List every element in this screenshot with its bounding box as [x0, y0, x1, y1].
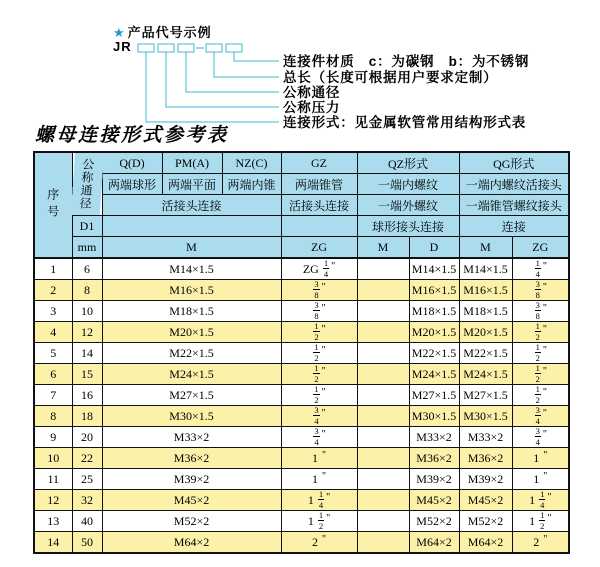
fraction: $\frac{1}{4}$ — [323, 258, 329, 279]
header-empty-gz — [281, 216, 357, 237]
cell-qg-zg: 1 $\frac{1}{4}$ " — [512, 490, 569, 511]
fraction: $\frac{3}{4}$ — [535, 426, 540, 447]
cell-qg-zg — [512, 385, 569, 406]
cell-qz-d: M36×2 — [409, 448, 459, 469]
cell-seq: 9 — [34, 427, 72, 448]
inch-mark: " — [326, 513, 331, 524]
cell-qz-d: M27×1.5 — [409, 385, 459, 406]
cell-m: M27×1.5 — [102, 385, 281, 406]
cell-seq: 10 — [34, 448, 72, 469]
table-header — [34, 152, 569, 258]
header-pm: PM(A) — [162, 152, 222, 174]
header-qz-conn: 一端外螺纹 — [357, 195, 459, 216]
cell-qz-d: M52×2 — [409, 511, 459, 532]
cell-qz-m — [357, 385, 409, 406]
header-m3: M — [459, 237, 512, 259]
cell-dn: 25 — [72, 469, 102, 490]
leader-lines — [146, 52, 279, 122]
cell-dn: 32 — [72, 490, 102, 511]
inch-mark: " — [321, 429, 326, 440]
header-left-conn: 活接头连接 — [102, 195, 281, 216]
cell-dn: 40 — [72, 511, 102, 532]
table-title: 螺母连接形式参考表 — [35, 125, 229, 146]
inch-mark: " — [321, 408, 326, 419]
cell-gz-zg — [281, 385, 357, 406]
cell-gz-zg — [281, 427, 357, 448]
inch-mark: " — [321, 324, 326, 335]
cell-m: M18×1.5 — [102, 301, 281, 322]
example-heading-text: 产品代号示例 — [127, 25, 212, 40]
code-prefix: JR — [113, 39, 132, 54]
cell-qg-m: M64×2 — [459, 532, 512, 554]
cell-qg-m: M33×2 — [459, 427, 512, 448]
cell-dn: 22 — [72, 448, 102, 469]
header-m2: M — [357, 237, 409, 259]
cell-gz-zg: 1 " — [281, 469, 357, 490]
header-qg-desc: 一端内螺纹活接头 — [459, 174, 569, 195]
cell-qz-m — [357, 322, 409, 343]
cell-qg-m: M18×1.5 — [459, 301, 512, 322]
cell-qz-m — [357, 301, 409, 322]
cell-gz-zg — [281, 280, 357, 301]
cell-qz-m — [357, 258, 409, 280]
cell-m: M45×2 — [102, 490, 281, 511]
cell-gz-zg: 1 $\frac{1}{4}$ " — [281, 490, 357, 511]
header-qz: QZ形式 — [357, 152, 459, 174]
inch-mark: " — [542, 282, 547, 293]
table-row — [34, 301, 569, 322]
fraction: $\frac{1}{2}$ — [535, 342, 540, 363]
header-q: Q(D) — [102, 152, 162, 174]
inch-mark: " — [542, 366, 547, 377]
cell-m: M39×2 — [102, 469, 281, 490]
fraction: $\frac{1}{2}$ — [314, 321, 319, 342]
cell-qg-zg — [512, 364, 569, 385]
star-icon: ★ — [113, 25, 126, 40]
inch-mark: " — [321, 471, 327, 482]
header-gz: GZ — [281, 152, 357, 174]
fraction: $\frac{1}{2}$ — [535, 321, 540, 342]
cell-gz-zg — [281, 364, 357, 385]
cell-dn: 6 — [72, 258, 102, 280]
cell-qz-d: M22×1.5 — [409, 343, 459, 364]
nut-connection-table — [33, 151, 570, 554]
cell-qg-zg — [512, 322, 569, 343]
header-dn: 公称通径 — [70, 152, 104, 216]
cell-seq: 8 — [34, 406, 72, 427]
header-qz-desc: 一端内螺纹 — [357, 174, 459, 195]
cell-dn: 16 — [72, 385, 102, 406]
header-pm-desc: 两端平面 — [162, 174, 222, 195]
fraction: $\frac{3}{8}$ — [314, 300, 319, 321]
cell-qg-zg: 2 " — [512, 532, 569, 554]
header-seq: 序号 — [34, 152, 72, 258]
header-zg1: ZG — [281, 237, 357, 259]
cell-dn: 14 — [72, 343, 102, 364]
cell-qg-m: M30×1.5 — [459, 406, 512, 427]
cell-qg-m: M39×2 — [459, 469, 512, 490]
inch-mark: " — [542, 408, 547, 419]
cell-seq: 7 — [34, 385, 72, 406]
inch-mark: " — [321, 450, 327, 461]
fraction: $\frac{3}{4}$ — [314, 426, 319, 447]
fraction: $\frac{1}{4}$ — [318, 489, 324, 510]
cell-qg-m: M36×2 — [459, 448, 512, 469]
header-q-desc: 两端球形 — [102, 174, 162, 195]
fraction: $\frac{3}{8}$ — [535, 279, 540, 300]
cell-seq: 4 — [34, 322, 72, 343]
cell-qg-zg: 1 $\frac{1}{2}$ " — [512, 511, 569, 532]
inch-mark: " — [542, 387, 547, 398]
header-qg-conn: 一端锥管螺纹接头 — [459, 195, 569, 216]
cell-qz-d: M20×1.5 — [409, 322, 459, 343]
fraction: $\frac{1}{2}$ — [314, 342, 319, 363]
cell-qg-zg — [512, 280, 569, 301]
cell-dn: 20 — [72, 427, 102, 448]
fraction: $\frac{3}{4}$ — [314, 405, 319, 426]
table-row — [34, 343, 569, 364]
cell-seq: 5 — [34, 343, 72, 364]
cell-gz-zg — [281, 301, 357, 322]
fraction: $\frac{1}{2}$ — [314, 363, 319, 384]
fraction: $\frac{1}{4}$ — [540, 489, 545, 510]
cell-seq: 11 — [34, 469, 72, 490]
cell-qg-zg: 1 " — [512, 469, 569, 490]
header-d2: D — [409, 237, 459, 259]
cell-m: M36×2 — [102, 448, 281, 469]
table-row — [34, 280, 569, 301]
table-row — [34, 448, 569, 469]
cell-seq: 12 — [34, 490, 72, 511]
fraction: $\frac{3}{8}$ — [535, 300, 540, 321]
cell-seq: 6 — [34, 364, 72, 385]
cell-qz-d: M14×1.5 — [409, 258, 459, 280]
label-nominal-pressure: 公称压力 — [283, 100, 341, 115]
cell-qz-m — [357, 448, 409, 469]
cell-qg-m: M24×1.5 — [459, 364, 512, 385]
header-m1: M — [102, 237, 281, 259]
inch-mark: " — [543, 450, 548, 461]
cell-gz-zg — [281, 343, 357, 364]
inch-mark: " — [331, 261, 336, 272]
fraction: $\frac{1}{2}$ — [540, 510, 545, 531]
cell-m: M16×1.5 — [102, 280, 281, 301]
fraction: $\frac{1}{4}$ — [535, 258, 540, 279]
cell-gz-zg — [281, 406, 357, 427]
inch-mark: " — [543, 534, 548, 545]
cell-dn: 8 — [72, 280, 102, 301]
fraction: $\frac{1}{2}$ — [535, 384, 540, 405]
header-qg-sub: 连接 — [459, 216, 569, 237]
cell-qg-m: M45×2 — [459, 490, 512, 511]
cell-qg-m: M22×1.5 — [459, 343, 512, 364]
cell-m: M24×1.5 — [102, 364, 281, 385]
cell-qg-m: M27×1.5 — [459, 385, 512, 406]
cell-seq: 2 — [34, 280, 72, 301]
cell-qg-m: M16×1.5 — [459, 280, 512, 301]
header-empty-left — [102, 216, 281, 237]
label-nominal-diameter: 公称通径 — [283, 85, 341, 100]
cell-dn: 12 — [72, 322, 102, 343]
table-row — [34, 532, 569, 554]
fraction: $\frac{1}{2}$ — [535, 363, 540, 384]
header-nz: NZ(C) — [222, 152, 281, 174]
header-d1: D1 — [72, 216, 102, 237]
header-mm: mm — [72, 237, 102, 259]
cell-qz-d: M45×2 — [409, 490, 459, 511]
cell-qg-zg: 1 " — [512, 448, 569, 469]
header-zg2: ZG — [512, 237, 569, 259]
cell-gz-zg — [281, 322, 357, 343]
cell-qz-d: M64×2 — [409, 532, 459, 554]
cell-qz-m — [357, 427, 409, 448]
cell-qz-d: M16×1.5 — [409, 280, 459, 301]
table-row — [34, 490, 569, 511]
cell-dn: 10 — [72, 301, 102, 322]
cell-qz-m — [357, 364, 409, 385]
inch-mark: " — [542, 261, 547, 272]
table-body — [34, 258, 569, 553]
cell-gz-zg: 2 " — [281, 532, 357, 554]
cell-gz-zg: ZG $\frac{1}{4}$ " — [281, 258, 357, 280]
header-qz-sub: 球形接头连接 — [357, 216, 459, 237]
cell-qg-zg — [512, 301, 569, 322]
cell-dn: 50 — [72, 532, 102, 554]
cell-m: M52×2 — [102, 511, 281, 532]
cell-m: M20×1.5 — [102, 322, 281, 343]
inch-mark: " — [547, 492, 552, 503]
table-row — [34, 364, 569, 385]
cell-qg-m: M20×1.5 — [459, 322, 512, 343]
cell-qg-zg — [512, 406, 569, 427]
cell-m: M33×2 — [102, 427, 281, 448]
cell-gz-zg: 1 " — [281, 448, 357, 469]
cell-seq: 3 — [34, 301, 72, 322]
inch-mark: " — [547, 513, 552, 524]
inch-mark: " — [321, 387, 326, 398]
inch-mark: " — [542, 345, 547, 356]
cell-qz-d: M18×1.5 — [409, 301, 459, 322]
inch-mark: " — [321, 366, 326, 377]
inch-mark: " — [321, 345, 326, 356]
fraction: $\frac{1}{2}$ — [318, 510, 324, 531]
inch-mark: " — [321, 282, 326, 293]
cell-qg-m: M14×1.5 — [459, 258, 512, 280]
table-row — [34, 322, 569, 343]
inch-mark: " — [326, 492, 331, 503]
fraction: $\frac{1}{2}$ — [314, 384, 319, 405]
table-row — [34, 385, 569, 406]
table-row — [34, 511, 569, 532]
cell-qz-m — [357, 406, 409, 427]
cell-m: M14×1.5 — [102, 258, 281, 280]
cell-seq: 1 — [34, 258, 72, 280]
cell-qz-d: M39×2 — [409, 469, 459, 490]
inch-mark: " — [543, 471, 548, 482]
header-nz-desc: 两端内锥 — [222, 174, 281, 195]
code-boxes — [138, 44, 242, 52]
cell-seq: 13 — [34, 511, 72, 532]
cell-qz-d: M33×2 — [409, 427, 459, 448]
cell-qg-zg — [512, 258, 569, 280]
cell-seq: 14 — [34, 532, 72, 554]
cell-qz-m — [357, 490, 409, 511]
cell-qz-m — [357, 343, 409, 364]
cell-qg-zg — [512, 343, 569, 364]
cell-qg-zg — [512, 427, 569, 448]
cell-m: M30×1.5 — [102, 406, 281, 427]
cell-dn: 15 — [72, 364, 102, 385]
inch-mark: " — [542, 303, 547, 314]
cell-qz-m — [357, 511, 409, 532]
header-gz-conn: 活接头连接 — [281, 195, 357, 216]
inch-mark: " — [542, 429, 547, 440]
fraction: $\frac{3}{8}$ — [314, 279, 319, 300]
cell-qz-m — [357, 469, 409, 490]
inch-mark: " — [321, 303, 326, 314]
table-row — [34, 427, 569, 448]
cell-qg-m: M52×2 — [459, 511, 512, 532]
label-material: 连接件材质 c：为碳钢 b：为不锈钢 — [283, 54, 530, 69]
table-row — [34, 406, 569, 427]
cell-qz-m — [357, 532, 409, 554]
inch-mark: " — [321, 534, 327, 545]
cell-qz-m — [357, 280, 409, 301]
header-qg: QG形式 — [459, 152, 569, 174]
table-row — [34, 469, 569, 490]
cell-m: M22×1.5 — [102, 343, 281, 364]
header-gz-desc: 两端锥管 — [281, 174, 357, 195]
fraction: $\frac{3}{4}$ — [535, 405, 540, 426]
table-row — [34, 258, 569, 280]
cell-dn: 18 — [72, 406, 102, 427]
inch-mark: " — [542, 324, 547, 335]
cell-gz-zg: 1 $\frac{1}{2}$ " — [281, 511, 357, 532]
cell-qz-d: M30×1.5 — [409, 406, 459, 427]
cell-qz-d: M24×1.5 — [409, 364, 459, 385]
cell-m: M64×2 — [102, 532, 281, 554]
label-connection-form: 连接形式：见金属软管常用结构形式表 — [283, 115, 527, 130]
label-total-length: 总长（长度可根据用户要求定制） — [283, 70, 498, 85]
